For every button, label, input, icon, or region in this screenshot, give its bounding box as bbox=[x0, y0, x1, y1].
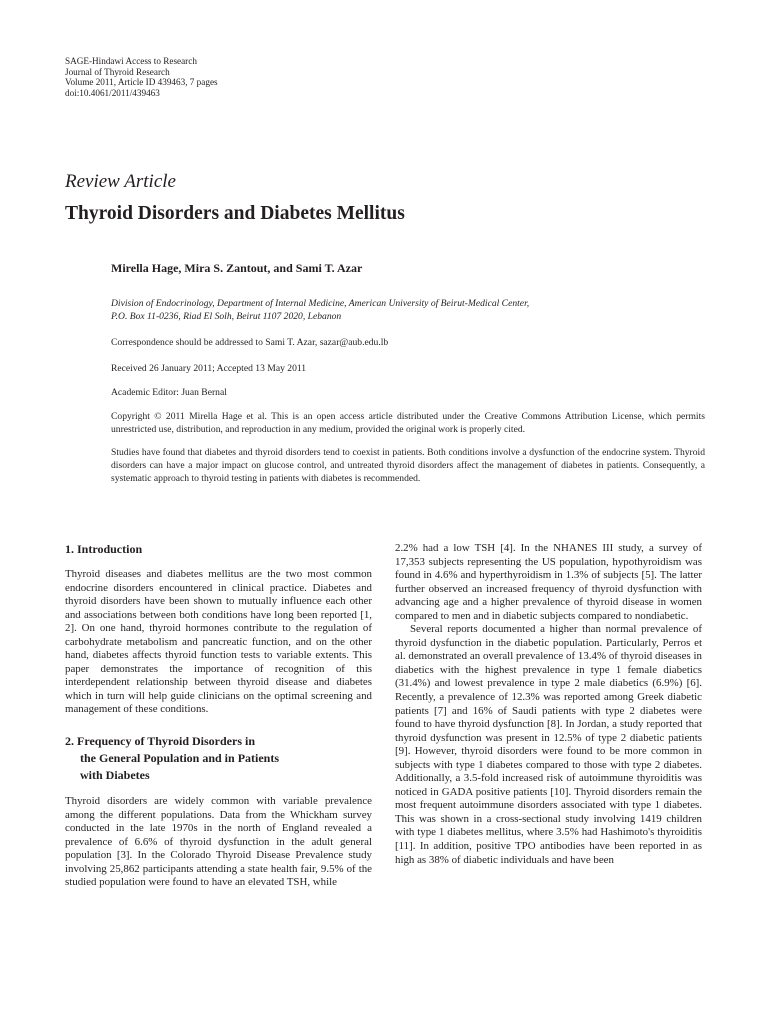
authors: Mirella Hage, Mira S. Zantout, and Sami T. Azar bbox=[111, 261, 363, 275]
correspondence-email-link[interactable]: sazar@aub.edu.lb bbox=[319, 337, 389, 348]
correspondence-text: Correspondence should be addressed to Sami T. Azar, bbox=[111, 337, 320, 348]
affiliation bbox=[111, 297, 705, 323]
abstract: Studies have found that diabetes and thyroid disorders tend to coexist in patients. Both conditions involve a dysfunction of the endocrine system. Thyroid disorders can have a major impact on glucose control, and untreated thyroid disorders affect the management of diabetes in patients. Consequently, a systematic approach to thyroid testing in patients with diabetes is recommended. bbox=[111, 447, 705, 484]
introduction-heading: 1. Introduction bbox=[65, 542, 143, 556]
academic-editor: Academic Editor: Juan Bernal bbox=[111, 387, 227, 398]
frequency-heading-line-3: with Diabetes bbox=[80, 768, 150, 783]
article-type: Review Article bbox=[65, 171, 176, 192]
received-dates: Received 26 January 2011; Accepted 13 May 2011 bbox=[111, 363, 307, 374]
frequency-paragraph-left: Thyroid disorders are widely common with variable prevalence among the different populations. Data from the Whickham survey conducted in the late 1970s in the north of England revealed a prevalence of 6.6% of thyroid dysfunction in the adult general population [3]. In the Colorado Thyroid Disease Prevalence study involving 25,862 participants attending a state health fair, 9.5% of the studied population were found to have an elevated TSH, while bbox=[65, 795, 372, 889]
frequency-heading bbox=[65, 733, 372, 784]
introduction-paragraph: Thyroid diseases and diabetes mellitus are the two most common endocrine disorders encountered in clinical practice. Diabetes and thyroid disorders have been shown to mutually influence each other and associations between both conditions have long been reported [1, 2]. On one hand, thyroid hormones contribute to the regulation of carbohydrate metabolism and pancreatic function, and on the other hand, diabetes affects thyroid function tests to variable extents. This paper demonstrates the importance of recognition of this interdependent relationship between thyroid disease and diabetes which in turn will help guide clinicians on the optimal screening and management of these conditions. bbox=[65, 568, 372, 716]
journal-publisher: SAGE-Hindawi Access to Research bbox=[65, 56, 197, 66]
affiliation-line-1: Division of Endocrinology, Department of Internal Medicine, American University of Beirut-Medical Center, bbox=[111, 298, 530, 309]
frequency-heading-line-1: 2. Frequency of Thyroid Disorders in bbox=[65, 734, 256, 749]
prevalence-paragraph: Several reports documented a higher than normal prevalence of thyroid dysfunction in the diabetic population. Particularly, Perros et al. demonstrated an overall prevalence of 13.4% of thyroid diseases in diabetics with the highest prevalence in type 1 female diabetics (31.4%) and lowest prevalence in type 2 male diabetics (6.9%) [6]. Recently, a prevalence of 12.3% was reported among Greek diabetic patients [7] and 16% of Saudi patients with type 2 diabetes were found to have thyroid dysfunction [8]. In Jordan, a study reported that thyroid dysfunction was present in 12.5% of type 2 diabetic patients [9]. However, thyroid disorders were found to be more common in subjects with type 1 diabetes compared to those with type 2 diabetes. Additionally, a 3.5-fold increased risk of autoimmune thyroiditis was noticed in GADA positive patients [10]. Thyroid disorders remain the most frequent autoimmune disorders associated with type 1 diabetes. This was shown in a cross-sectional study involving 1419 children with type 1 diabetes mellitus, where 3.5% had Hashimoto's thyroiditis [11]. In addition, positive TPO antibodies have been reported in as high as 38% of diabetic individuals and have been bbox=[395, 623, 702, 866]
left-column bbox=[65, 541, 372, 890]
journal-header bbox=[65, 56, 218, 98]
journal-name: Journal of Thyroid Research bbox=[65, 66, 170, 77]
affiliation-line-2: P.O. Box 11-0236, Riad El Solh, Beirut 1107 2020, Lebanon bbox=[111, 311, 342, 322]
article-title: Thyroid Disorders and Diabetes Mellitus bbox=[65, 203, 405, 224]
journal-volume: Volume 2011, Article ID 439463, 7 pages bbox=[65, 77, 218, 88]
correspondence bbox=[111, 336, 705, 349]
right-column bbox=[395, 542, 702, 867]
frequency-heading-line-2: the General Population and in Patients bbox=[80, 751, 280, 766]
frequency-paragraph-continued: 2.2% had a low TSH [4]. In the NHANES III study, a survey of 17,353 subjects representing the US population, hypothyroidism was found in 4.6% and hyperthyroidism in 1.3% of subjects [5]. The latter further observed an increased frequency of thyroid dysfunction with advancing age and a higher prevalence of thyroid disease in women compared to men and in diabetic subjects compared to nondiabetic. bbox=[395, 542, 702, 622]
copyright-notice: Copyright © 2011 Mirella Hage et al. This is an open access article distributed under the Creative Commons Attribution License, which permits unrestricted use, distribution, and reproduction in any medium, provided the original work is properly cited. bbox=[111, 411, 705, 435]
journal-doi: doi:10.4061/2011/439463 bbox=[65, 87, 160, 98]
